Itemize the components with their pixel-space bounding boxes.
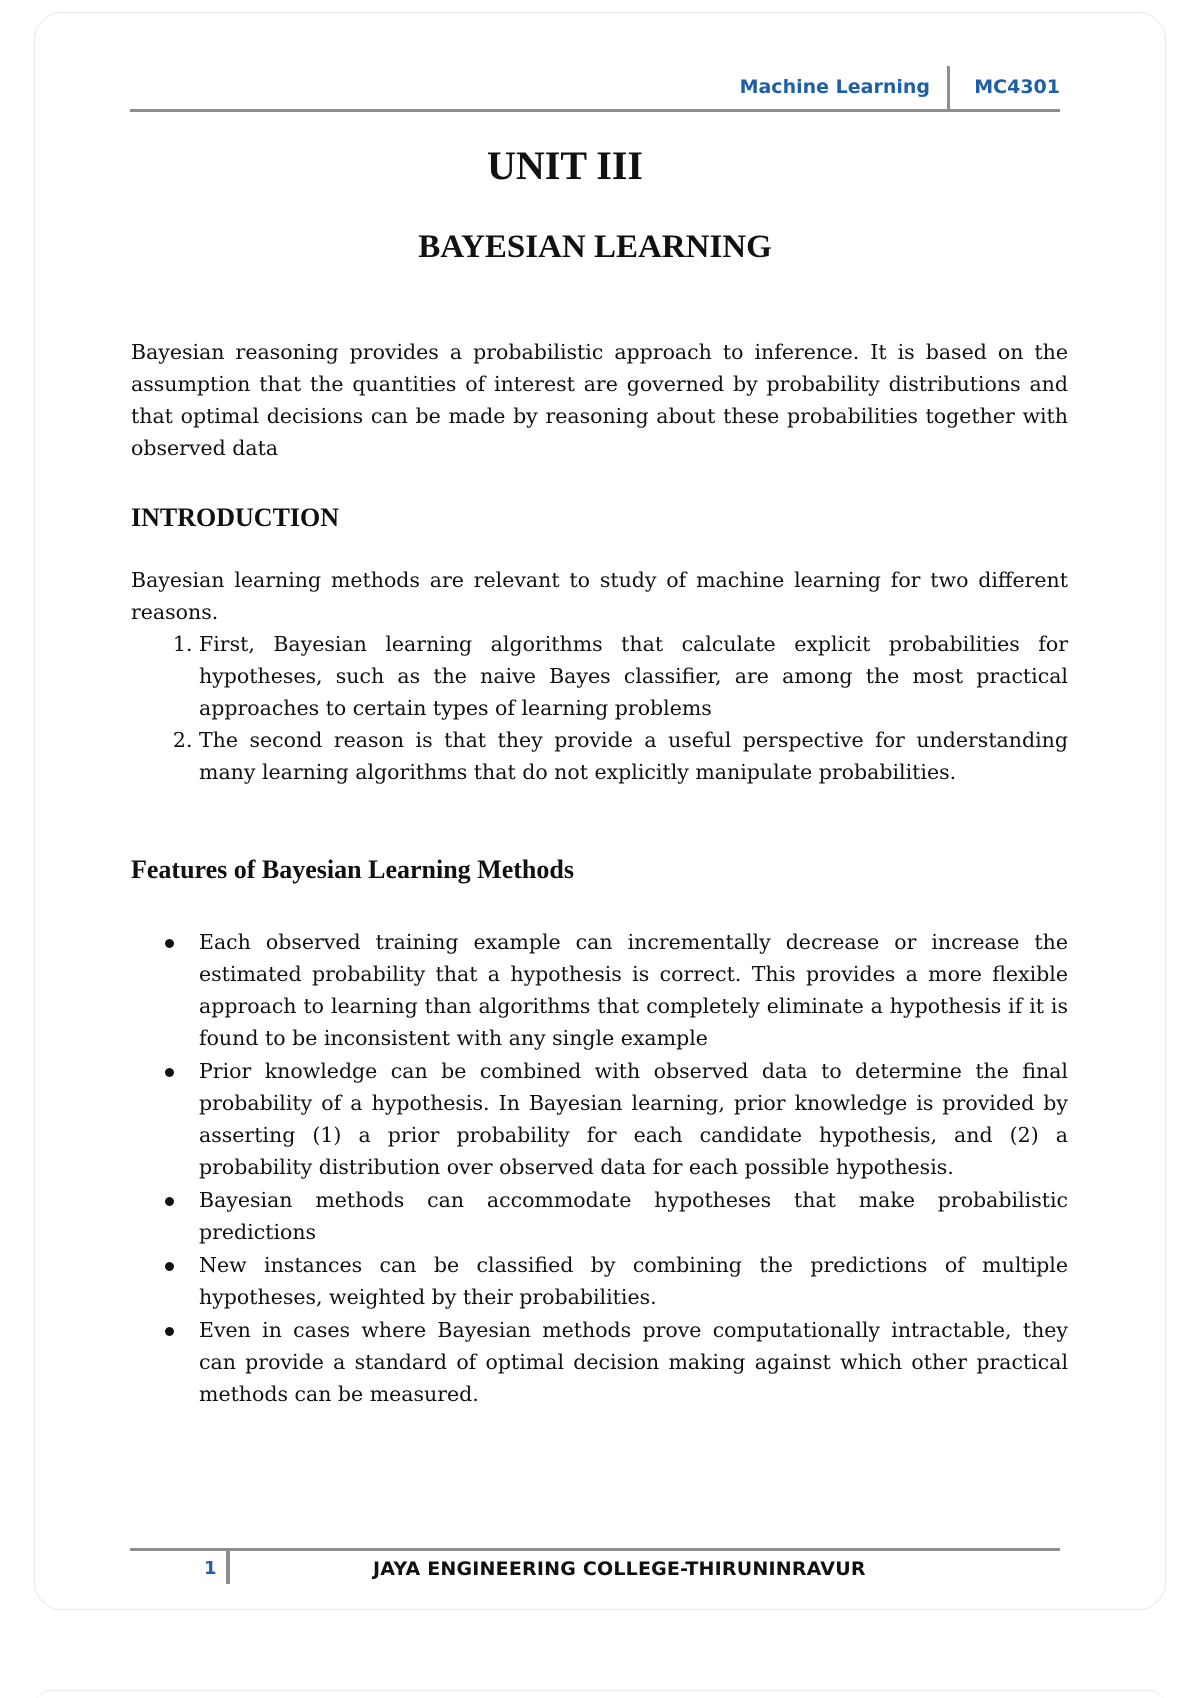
list-item	[199, 926, 1068, 1054]
intro-paragraph: Bayesian reasoning provides a probabilistic approach to inference. It is based on the assumption that the quantities of interest are governed by probability distributions and that optimal decisions can be made by reasoning about these probabilities together with observed data	[131, 340, 1068, 460]
footer-college-name: JAYA ENGINEERING COLLEGE-THIRUNINRAVUR	[373, 1558, 866, 1580]
list-item-text: Bayesian methods can accommodate hypotheses that make probabilistic predictions	[199, 1188, 1068, 1244]
bullet-icon	[165, 1197, 174, 1206]
list-item-text: New instances can be classified by combining the predictions of multiple hypotheses, weighted by their probabilities.	[199, 1253, 1068, 1309]
list-item	[199, 1055, 1068, 1183]
unit-title: UNIT III	[487, 143, 643, 188]
page-header	[130, 66, 1060, 112]
header-course-code: MC4301	[974, 76, 1060, 98]
list-item-text: Each observed training example can incrementally decrease or increase the estimated probability that a hypothesis is correct. This provides a more flexible approach to learning than algorithms that completely eliminate a hypothesis if it is found to be inconsistent with any single example	[199, 930, 1068, 1050]
introduction-heading: INTRODUCTION	[131, 503, 340, 532]
page-number: 1	[204, 1558, 217, 1579]
footer-divider	[226, 1551, 230, 1584]
bullet-icon	[165, 1327, 174, 1336]
features-heading: Features of Bayesian Learning Methods	[131, 855, 574, 884]
header-course-name: Machine Learning	[739, 76, 930, 98]
introduction-lead: Bayesian learning methods are relevant to study of machine learning for two different reasons.	[131, 568, 1068, 624]
list-item-text: Prior knowledge can be combined with observed data to determine the final probability of a hypothesis. In Bayesian learning, prior knowledge is provided by asserting (1) a prior probability for each candidate hypothesis, and (2) a probability distribution over observed data for each possible hypothesis.	[199, 1059, 1068, 1179]
page-body	[131, 336, 1068, 1411]
bullet-icon	[165, 1068, 174, 1077]
header-divider	[947, 66, 950, 109]
list-item	[199, 1184, 1068, 1248]
chapter-title: BAYESIAN LEARNING	[418, 229, 772, 265]
bullet-icon	[165, 939, 174, 948]
features-list	[131, 926, 1068, 1410]
page-footer	[130, 1548, 1060, 1584]
bullet-icon	[165, 1262, 174, 1271]
reasons-list	[131, 628, 1068, 788]
list-item: 1. First, Bayesian learning algorithms that calculate explicit probabilities for hypotheses, such as the naive Bayes classifier, are among the most practical approaches to certain types of learning problems	[199, 628, 1068, 724]
list-item-text: Even in cases where Bayesian methods prove computationally intractable, they can provide a standard of optimal decision making against which other practical methods can be measured.	[199, 1318, 1068, 1406]
list-item	[199, 1314, 1068, 1410]
list-item: 2. The second reason is that they provide a useful perspective for understanding many learning algorithms that do not explicitly manipulate probabilities.	[199, 724, 1068, 788]
next-page-edge	[34, 1690, 1166, 1698]
list-item	[199, 1249, 1068, 1313]
